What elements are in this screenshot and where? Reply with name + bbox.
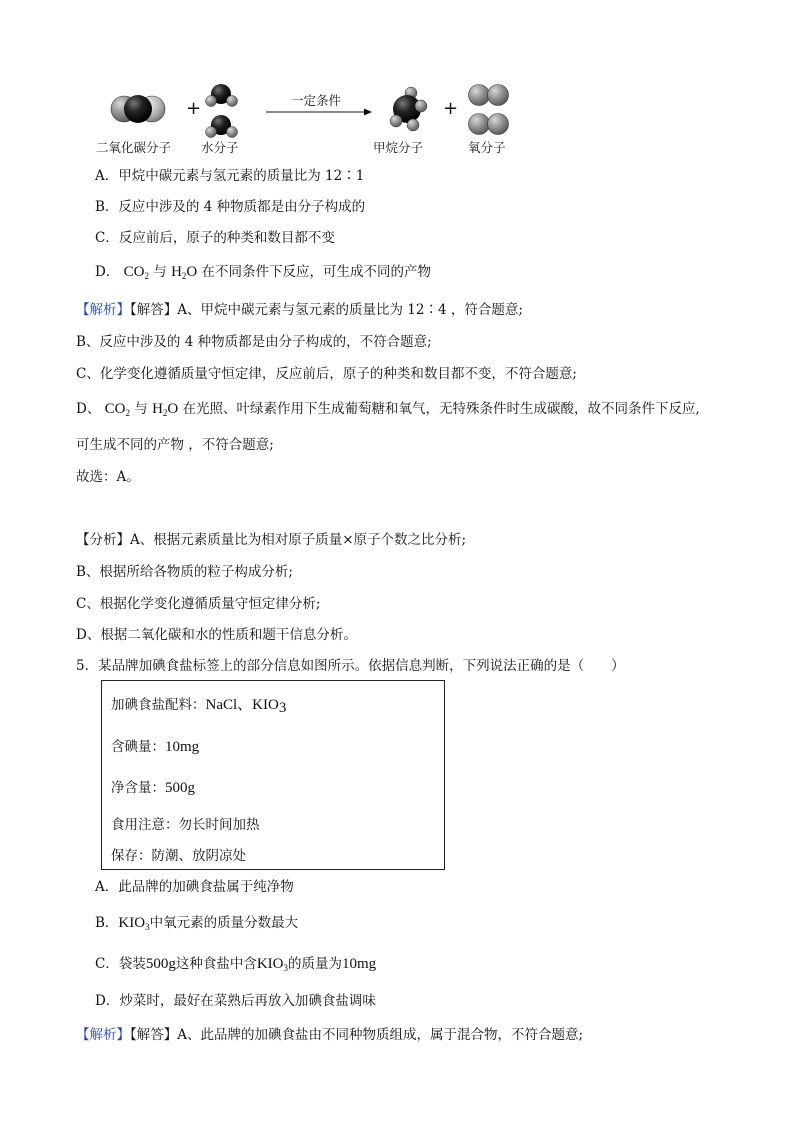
q4-option-d-text: 在不同条件下反应，可生成不同的产物 xyxy=(201,264,432,280)
answer4-line-c: C、化学变化遵循质量守恒定律，反应前后，原子的种类和数目都不变，不符合题意; xyxy=(76,366,577,382)
analysis4-line-b: B、根据所给各物质的粒子构成分析; xyxy=(76,564,293,580)
caption-oxygen: 氧分子 xyxy=(468,140,506,155)
and-word: 与 xyxy=(153,264,167,280)
answer4-a-text: A、甲烷中碳元素与氢元素的质量比为 12∶4 ，符合题意; xyxy=(177,302,523,318)
caption-co2: 二氧化碳分子 xyxy=(96,140,172,155)
answer4-choice: 故选：A。 xyxy=(76,469,140,485)
water-molecule-icon xyxy=(206,84,238,138)
q5-option-c: C．袋装500g这种食盐中含$KIO_3$的质量为10mg xyxy=(95,956,377,973)
answer4-line-d xyxy=(76,399,700,419)
reaction-arrow-icon xyxy=(266,109,372,116)
answer5-a-text: A、此品牌的加碘食盐由不同种物质组成，属于混合物，不符合题意; xyxy=(177,1027,584,1043)
q4-option-d xyxy=(95,262,431,282)
methane-molecule-icon xyxy=(390,87,427,131)
answer4-d-text: 在光照、叶绿素作用下生成葡萄糖和氧气，无特殊条件时生成碳酸，故不同条件下反应, xyxy=(182,401,700,417)
q5-option-d: D．炒菜时，最好在菜熟后再放入加碘食盐调味 xyxy=(95,993,376,1009)
co2-formula-2: $CO_2$ xyxy=(104,401,130,418)
caption-water: 水分子 xyxy=(201,140,239,155)
oxygen-molecule-icon xyxy=(469,85,509,135)
analysis4-a-text: A、根据元素质量比为相对原子质量×原子个数之比分析; xyxy=(130,532,467,548)
analysis-tag: 【解析】 xyxy=(76,302,130,318)
answer4-line-a xyxy=(76,300,523,320)
answer5-line-a xyxy=(76,1025,583,1045)
analysis4-line-a xyxy=(76,530,466,550)
q4-option-c: C．反应前后，原子的种类和数目都不变 xyxy=(95,230,335,246)
label-iodine-content: 含碘量：10mg xyxy=(111,739,200,755)
h2o-formula-2: $H_2O$ xyxy=(152,401,179,418)
label-storage: 保存：防潮、放阴凉处 xyxy=(111,848,246,864)
q4-option-a: A．甲烷中碳元素与氢元素的质量比为 12∶1 xyxy=(95,168,365,184)
label-net-content: 净含量：500g xyxy=(111,780,195,796)
analysis-tag-5: 【解析】 xyxy=(76,1027,130,1043)
reaction-diagram xyxy=(0,0,794,160)
label-notice: 食用注意：勿长时间加热 xyxy=(111,817,260,833)
salt-label-box xyxy=(101,680,445,870)
q4-option-b: B．反应中涉及的 4 种物质都是由分子构成的 xyxy=(95,199,366,215)
caption-condition: 一定条件 xyxy=(291,93,342,108)
kio3-formula-2: $KIO_3$ xyxy=(256,956,289,973)
kio3-formula: $KIO_3$ xyxy=(118,915,150,932)
analysis4-tag: 【分析】 xyxy=(76,532,130,548)
q5-option-a: A．此品牌的加碘食盐属于纯净物 xyxy=(95,879,294,895)
answer4-line-b: B、反应中涉及的 4 种物质都是由分子构成的，不符合题意; xyxy=(76,334,432,350)
q5-option-b: B．$KIO_3$中氧元素的质量分数最大 xyxy=(95,915,299,932)
q4-option-d-prefix: D． xyxy=(95,264,120,280)
answer-tag: 【解答】 xyxy=(130,302,178,318)
analysis4-line-c: C、根据化学变化遵循质量守恒定律分析; xyxy=(76,596,321,612)
caption-methane: 甲烷分子 xyxy=(373,140,424,155)
plus-sign-1: + xyxy=(186,98,202,119)
label-ingredients: 加碘食盐配料：NaCl、$KIO_3$ xyxy=(111,697,287,716)
and-word-2: 与 xyxy=(134,401,148,417)
answer4-d-prefix: D、 xyxy=(76,401,101,417)
co2-formula: $CO_2$ xyxy=(123,264,149,281)
q5-stem: 5．某品牌加碘食盐标签上的部分信息如图所示。依据信息判断，下列说法正确的是（ ） xyxy=(76,658,625,674)
plus-sign-2: + xyxy=(443,98,459,119)
analysis4-line-d: D、根据二氧化碳和水的性质和题干信息分析。 xyxy=(76,627,357,643)
h2o-formula: $H_2O$ xyxy=(171,264,198,281)
co2-molecule-icon xyxy=(111,95,165,123)
answer4-line-d2: 可生成不同的产物 ，不符合题意; xyxy=(76,437,274,453)
answer-tag-5: 【解答】 xyxy=(130,1027,178,1043)
